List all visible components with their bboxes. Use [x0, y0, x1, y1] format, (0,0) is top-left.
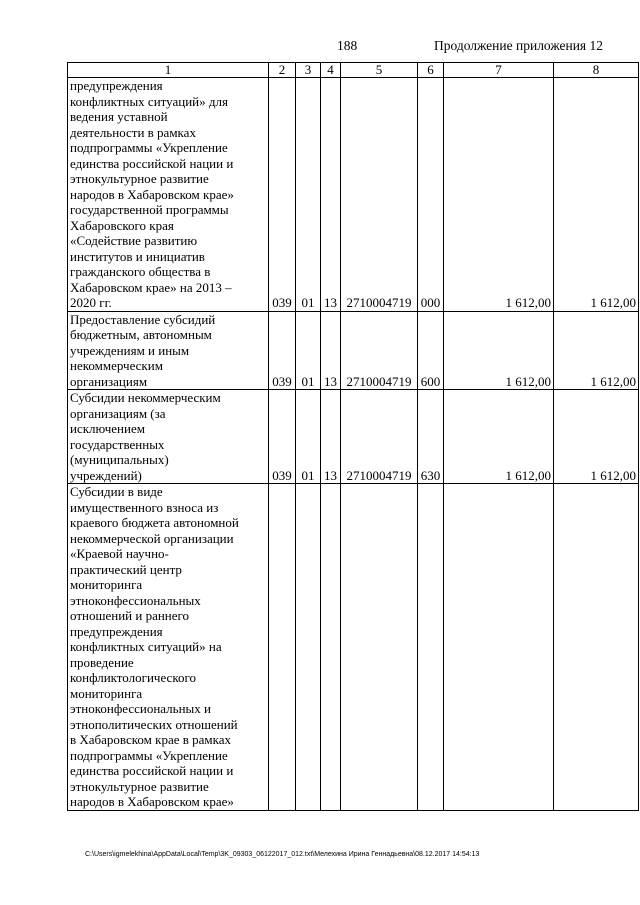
description-line: этноконфессиональных и	[70, 701, 212, 716]
description-line: мониторинга	[70, 577, 143, 592]
description-line: мониторинга	[70, 685, 143, 701]
cell-section: 01	[296, 390, 321, 484]
description-line: учреждений)	[70, 467, 142, 483]
description-line: этнополитических отношений	[70, 716, 238, 732]
cell-expense-type: 000	[418, 78, 444, 312]
description-line: Хабаровского края	[70, 217, 174, 233]
column-number: 7	[444, 63, 554, 78]
table-row	[68, 390, 639, 484]
description-line: деятельности в рамках	[70, 124, 196, 140]
description-line: некоммерческой организации	[70, 530, 234, 546]
description-line: предупреждения	[70, 623, 163, 639]
column-number: 6	[418, 63, 444, 78]
description-line: Субсидии в виде	[70, 484, 163, 499]
cell-section: 01	[296, 78, 321, 312]
cell-section: 01	[296, 311, 321, 390]
cell-target-article	[341, 484, 418, 811]
footer-file-path: C:\Users\igmelekhina\AppData\Local\Temp\3K_09303_06122017_012.txt\Мелехина Ирина Геннадьевна\08.12.2017 14:54:13	[85, 851, 480, 858]
cell-amount	[444, 484, 554, 811]
cell-amount: 1 612,00	[444, 78, 554, 312]
cell-ministry-code: 039	[269, 78, 296, 312]
description-line: единства российской нации и	[70, 155, 234, 171]
description-line: имущественного взноса из	[70, 499, 219, 515]
description-line: институтов и инициатив	[70, 248, 205, 264]
row-description	[68, 484, 269, 811]
column-number: 4	[321, 63, 341, 78]
description-line: бюджетным, автономным	[70, 327, 212, 342]
column-number: 8	[554, 63, 639, 78]
cell-amount: 1 612,00	[444, 390, 554, 484]
description-line: подпрограммы «Укрепление	[70, 747, 228, 763]
description-line: Предоставление субсидий	[70, 311, 216, 327]
table-row	[68, 78, 639, 312]
column-number-row	[68, 63, 639, 78]
description-line: гражданского общества в	[70, 264, 211, 279]
cell-expense-type: 600	[418, 311, 444, 390]
description-line: организациям	[70, 373, 148, 389]
description-line: некоммерческим	[70, 358, 163, 373]
column-number: 5	[341, 63, 418, 78]
description-line: организациям (за	[70, 405, 166, 421]
description-line: исключением	[70, 421, 145, 436]
row-description	[68, 78, 269, 312]
cell-target-article: 2710004719	[341, 311, 418, 390]
cell-subsection: 13	[321, 311, 341, 390]
table-row	[68, 484, 639, 811]
description-line: государственной программы	[70, 202, 229, 217]
column-number: 3	[296, 63, 321, 78]
cell-ministry-code: 039	[269, 311, 296, 390]
cell-subsection: 13	[321, 78, 341, 312]
description-line: государственных	[70, 436, 165, 452]
budget-table	[67, 62, 639, 811]
description-line: учреждениям и иным	[70, 342, 190, 358]
cell-target-article: 2710004719	[341, 78, 418, 312]
description-line: подпрограммы «Укрепление	[70, 140, 228, 155]
column-number: 1	[68, 63, 269, 78]
row-description	[68, 390, 269, 484]
description-line: проведение	[70, 654, 134, 670]
table-row	[68, 311, 639, 390]
cell-amount: 1 612,00	[444, 311, 554, 390]
description-line: отношений и раннего	[70, 608, 190, 623]
description-line: краевого бюджета автономной	[70, 515, 239, 530]
page-number: 188	[337, 38, 358, 53]
description-line: единства российской нации и	[70, 763, 234, 778]
description-line: ведения уставной	[70, 109, 168, 124]
cell-ministry-code: 039	[269, 390, 296, 484]
cell-ministry-code	[269, 484, 296, 811]
description-line: в Хабаровском крае в рамках	[70, 732, 232, 747]
cell-subsection: 13	[321, 390, 341, 484]
description-line: 2020 гг.	[70, 295, 112, 310]
description-line: этнокультурное развитие	[70, 778, 209, 794]
description-line: Хабаровском крае» на 2013 –	[70, 279, 232, 295]
description-line: этнокультурное развитие	[70, 171, 209, 186]
description-line: (муниципальных)	[70, 452, 169, 467]
continuation-title: Продолжение приложения 12	[434, 38, 604, 53]
cell-subsection	[321, 484, 341, 811]
description-line: конфликтологического	[70, 670, 196, 685]
description-line: конфликтных ситуаций» на	[70, 639, 222, 654]
cell-amount	[554, 484, 639, 811]
cell-amount: 1 612,00	[554, 390, 639, 484]
description-line: «Краевой научно-	[70, 546, 169, 561]
description-line: народов в Хабаровском крае»	[70, 186, 234, 202]
description-line: конфликтных ситуаций» для	[70, 93, 228, 109]
description-line: практический центр	[70, 561, 182, 577]
description-line: народов в Хабаровском крае»	[70, 794, 234, 809]
cell-target-article: 2710004719	[341, 390, 418, 484]
cell-section	[296, 484, 321, 811]
description-line: Субсидии некоммерческим	[70, 390, 221, 405]
row-description	[68, 311, 269, 390]
cell-amount: 1 612,00	[554, 311, 639, 390]
column-number: 2	[269, 63, 296, 78]
description-line: предупреждения	[70, 78, 163, 93]
cell-amount: 1 612,00	[554, 78, 639, 312]
cell-expense-type	[418, 484, 444, 811]
description-line: этноконфессиональных	[70, 592, 201, 608]
description-line: «Содействие развитию	[70, 233, 198, 248]
cell-expense-type: 630	[418, 390, 444, 484]
